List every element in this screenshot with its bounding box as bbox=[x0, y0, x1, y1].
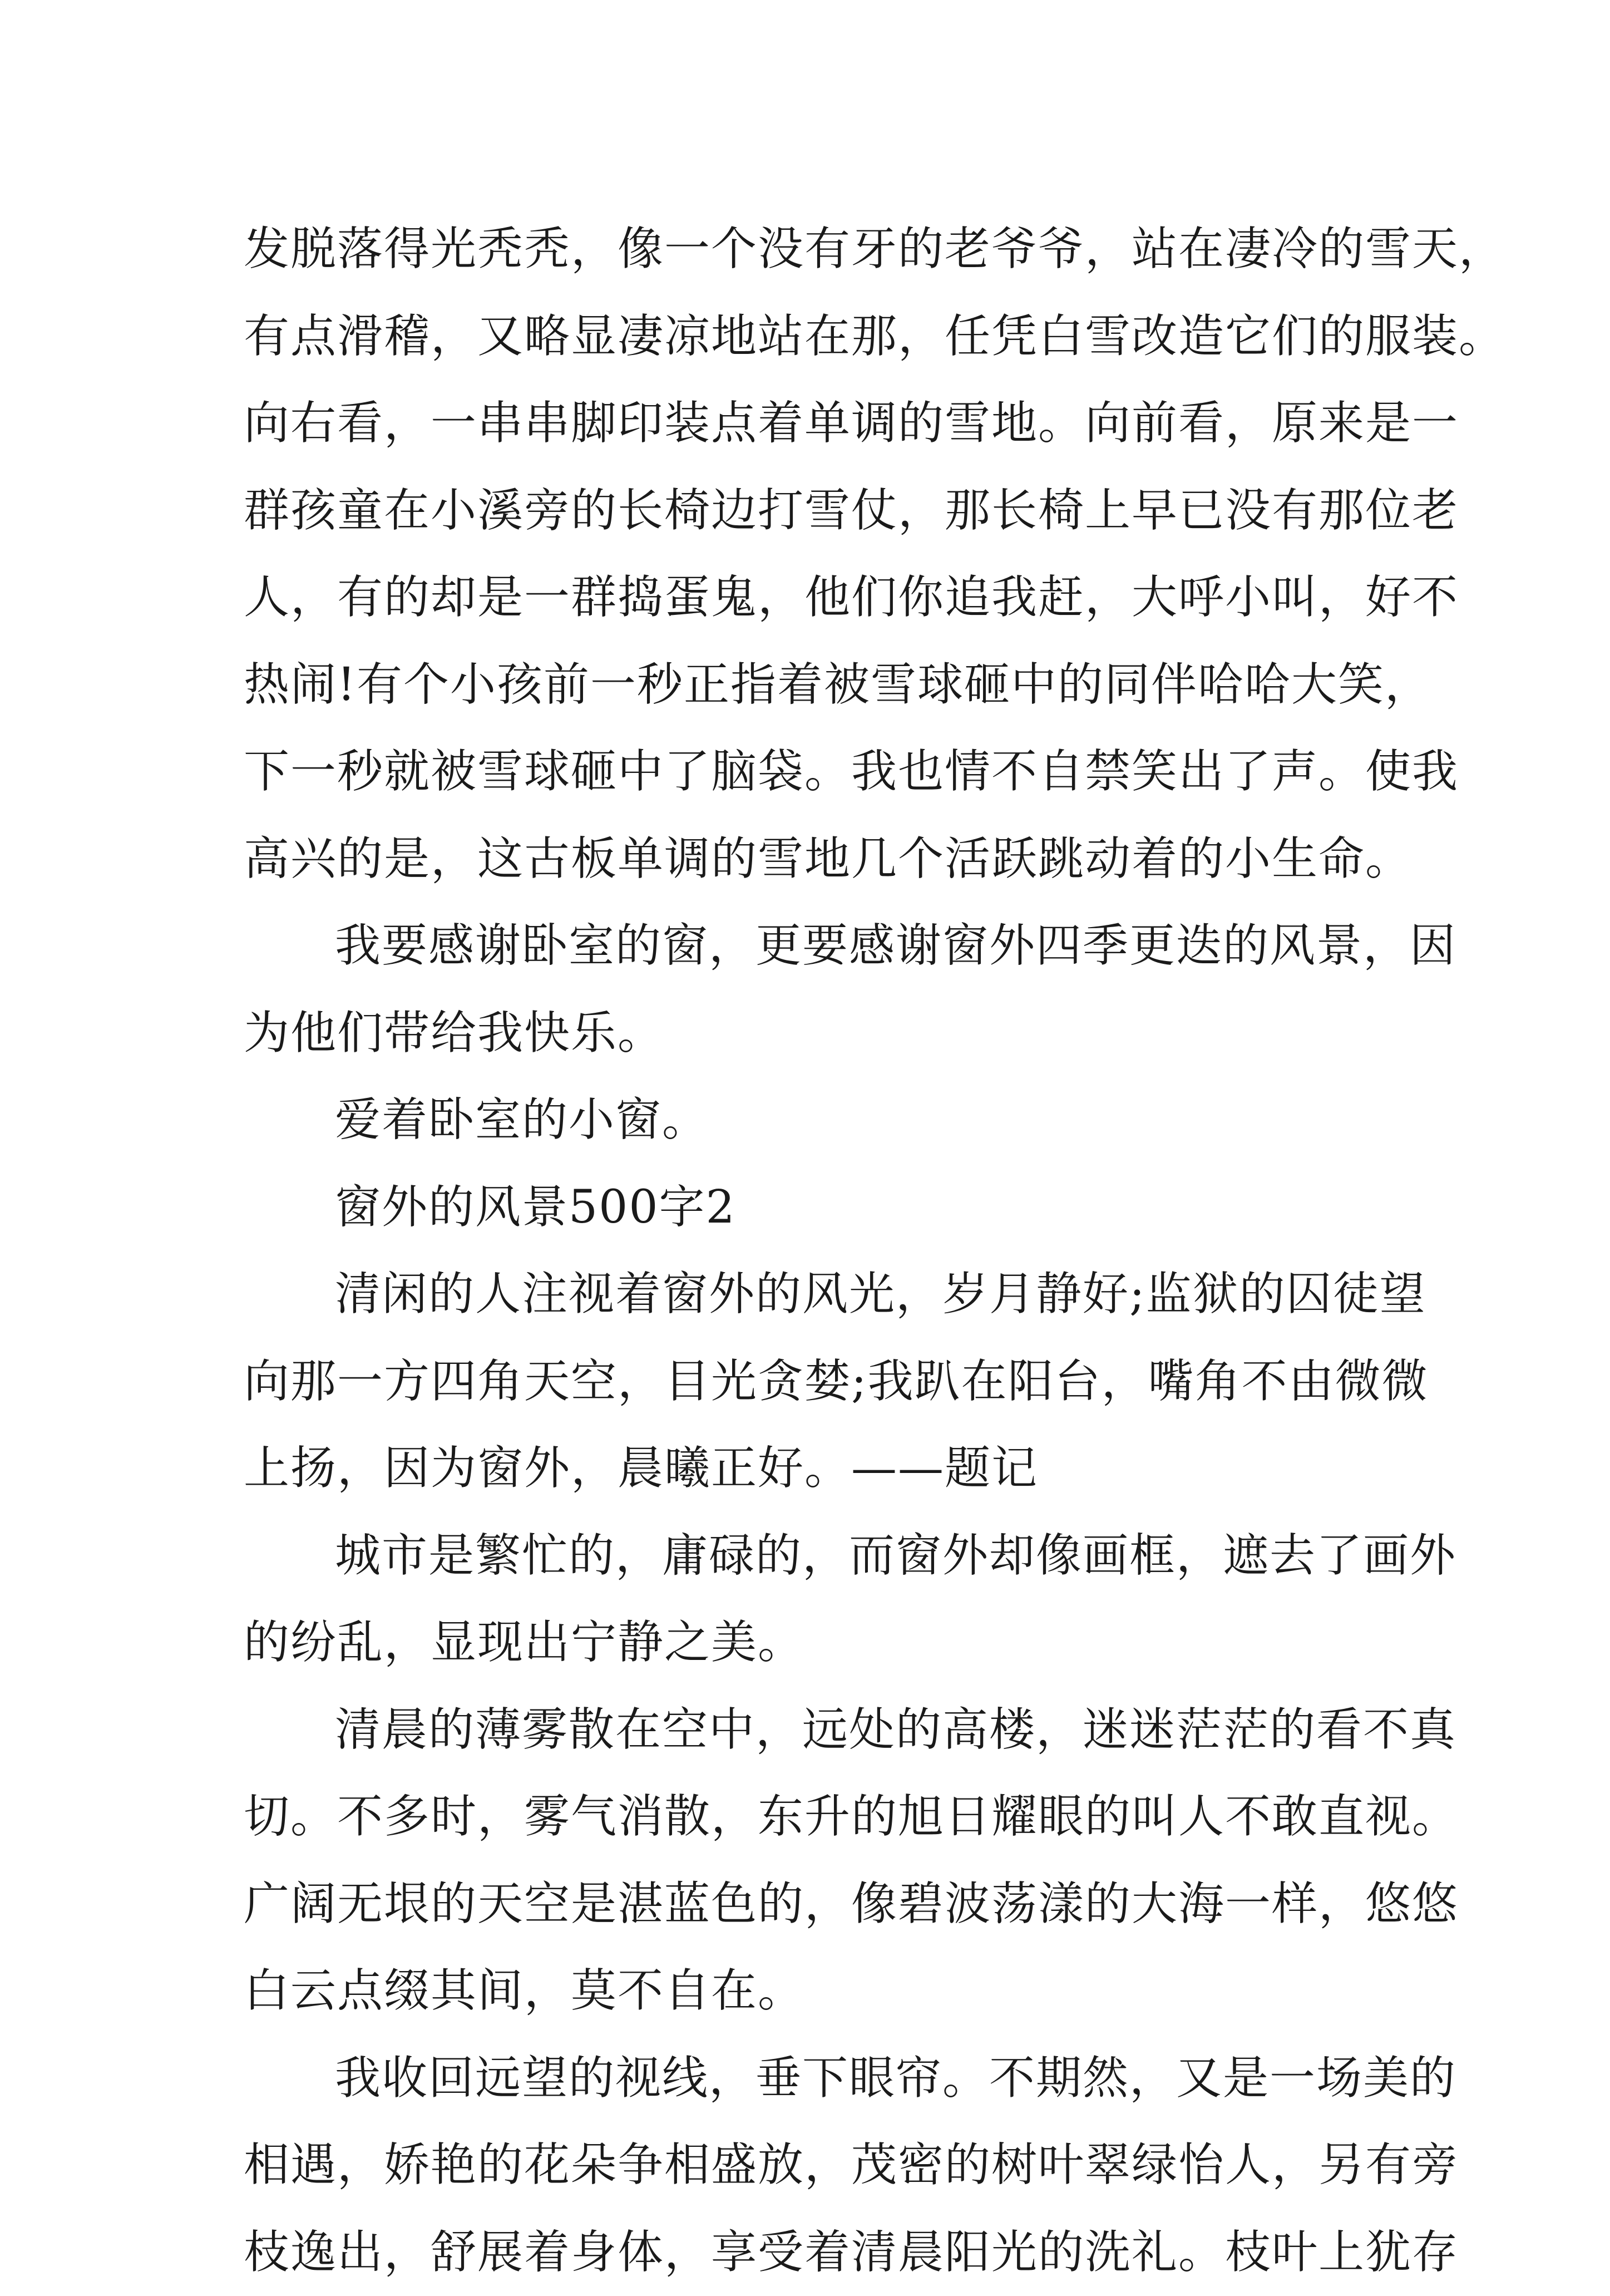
text-line: 窗外的风景500字2 bbox=[244, 1164, 1384, 1252]
text-line: 清晨的薄雾散在空中，远处的高楼，迷迷茫茫的看不真 bbox=[244, 1687, 1384, 1774]
text-line: 枝逸出，舒展着身体，享受着清晨阳光的洗礼。枝叶上犹存 bbox=[244, 2209, 1384, 2296]
text-line: 发脱落得光秃秃，像一个没有牙的老爷爷，站在凄冷的雪天， bbox=[244, 206, 1384, 293]
text-line: 切。不多时，雾气消散，东升的旭日耀眼的叫人不敢直视。 bbox=[244, 1773, 1384, 1861]
text-line: 下一秒就被雪球砸中了脑袋。我也情不自禁笑出了声。使我 bbox=[244, 728, 1384, 816]
text-line: 向右看，一串串脚印装点着单调的雪地。向前看，原来是一 bbox=[244, 380, 1384, 467]
text-line: 我收回远望的视线，垂下眼帘。不期然，又是一场美的 bbox=[244, 2035, 1384, 2122]
text-line: 城市是繁忙的，庸碌的，而窗外却像画框，遮去了画外 bbox=[244, 1512, 1384, 1600]
text-line: 有点滑稽，又略显凄凉地站在那，任凭白雪改造它们的服装。 bbox=[244, 293, 1384, 381]
text-line: 群孩童在小溪旁的长椅边打雪仗，那长椅上早已没有那位老 bbox=[244, 467, 1384, 555]
text-line: 爱着卧室的小窗。 bbox=[244, 1077, 1384, 1164]
text-line: 的纷乱，显现出宁静之美。 bbox=[244, 1599, 1384, 1687]
text-line: 人，有的却是一群捣蛋鬼，他们你追我赶，大呼小叫，好不 bbox=[244, 554, 1384, 642]
text-line: 清闲的人注视着窗外的风光，岁月静好;监狱的囚徒望 bbox=[244, 1251, 1384, 1338]
text-line: 向那一方四角天空，目光贪婪;我趴在阳台，嘴角不由微微 bbox=[244, 1338, 1384, 1426]
text-line: 热闹!有个小孩前一秒正指着被雪球砸中的同伴哈哈大笑， bbox=[244, 642, 1384, 729]
text-line: 白云点缀其间，莫不自在。 bbox=[244, 1948, 1384, 2035]
text-line: 广阔无垠的天空是湛蓝色的，像碧波荡漾的大海一样，悠悠 bbox=[244, 1861, 1384, 1948]
text-line: 上扬，因为窗外，晨曦正好。——题记 bbox=[244, 1425, 1384, 1512]
text-line: 为他们带给我快乐。 bbox=[244, 990, 1384, 1077]
text-line: 高兴的是，这古板单调的雪地几个活跃跳动着的小生命。 bbox=[244, 816, 1384, 903]
text-line: 我要感谢卧室的窗，更要感谢窗外四季更迭的风景，因 bbox=[244, 903, 1384, 990]
text-line: 相遇，娇艳的花朵争相盛放，茂密的树叶翠绿怡人，另有旁 bbox=[244, 2122, 1384, 2209]
document-body bbox=[244, 206, 1384, 2296]
